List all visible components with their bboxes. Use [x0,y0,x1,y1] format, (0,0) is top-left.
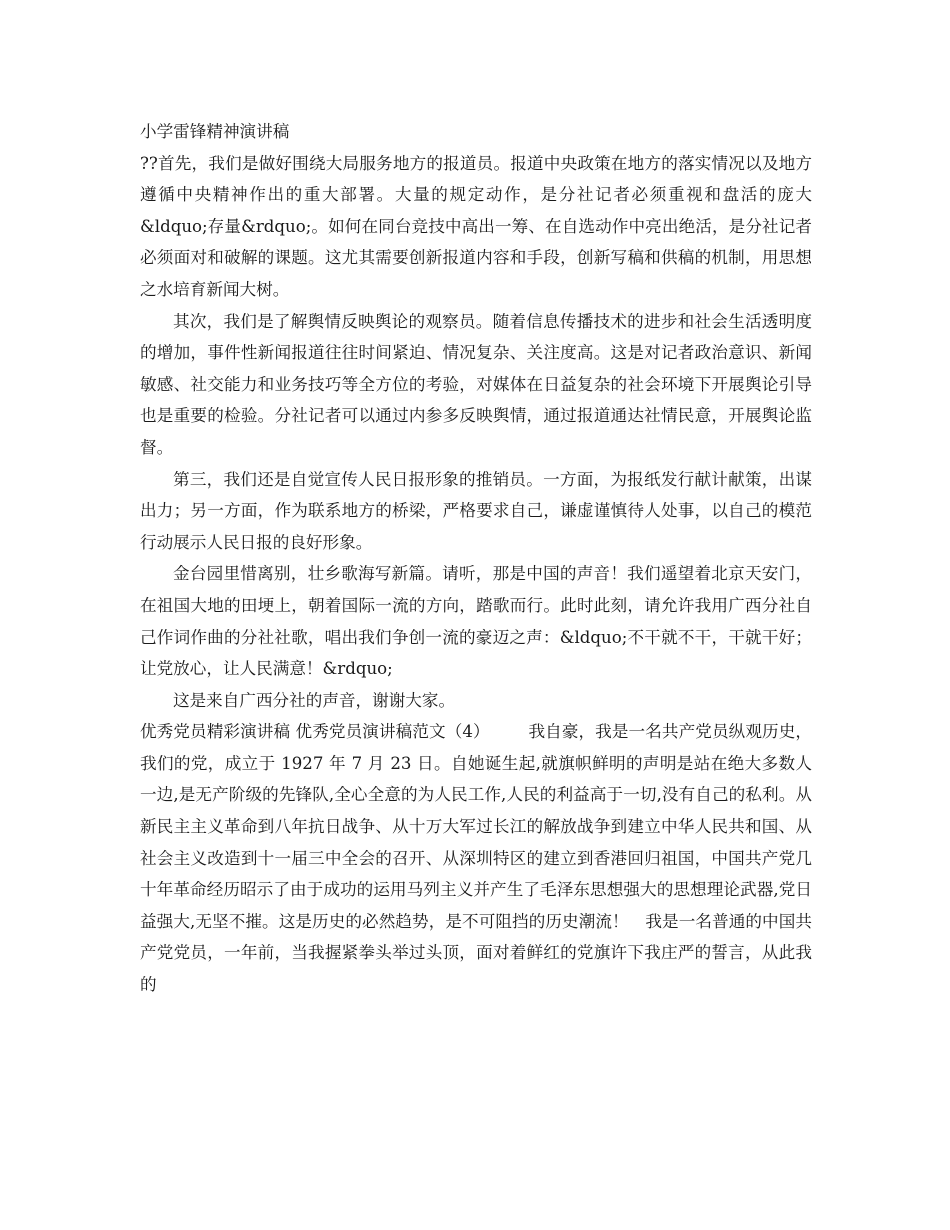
paragraph-6: 优秀党员精彩演讲稿 优秀党员演讲稿范文（4） 我自豪，我是一名共产党员纵观历史，我们的党，成立于 1927 年 7 月 23 日。自她诞生起,就旗帜鲜明的声明是站在绝大多数人一边,是无产阶级的先锋队,全心全意的为人民工作,人民的利益高于一切,没有自己的私利。从新民主主义革命到八年抗日战争、从十万大军过长江的解放战争到建立中华人民共和国、从社会主义改造到十一届三中全会的召开、从深圳特区的建立到香港回归祖国，中国共产党几十年革命经历昭示了由于成功的运用马列主义并产生了毛泽东思想强大的思想理论武器,党日益强大,无坚不摧。这是历史的必然趋势，是不可阻挡的历史潮流！ 我是一名普通的中国共产党党员，一年前，当我握紧拳头举过头顶，面对着鲜红的党旗许下我庄严的誓言，从此我的 [140,722,812,995]
paragraph-3: 第三，我们还是自觉宣传人民日报形象的推销员。一方面，为报纸发行献计献策，出谋出力；另一方面，作为联系地方的桥梁，严格要求自己，谦虚谨慎待人处事，以自己的模范行动展示人民日报的良好形象。 [140,469,812,552]
paragraph-1: ??首先，我们是做好围绕大局服务地方的报道员。报道中央政策在地方的落实情况以及地方遵循中央精神作出的重大部署。大量的规定动作，是分社记者必须重视和盘活的庞大&ldquo;存量&rdquo;。如何在同台竞技中高出一筹、在自选动作中亮出绝活，是分社记者必须面对和破解的课题。这尤其需要创新报道内容和手段，创新写稿和供稿的机制，用思想之水培育新闻大树。 [140,153,812,299]
document-title: 小学雷锋精神演讲稿 [140,122,290,141]
paragraph-2: 其次，我们是了解舆情反映舆论的观察员。随着信息传播技术的进步和社会生活透明度的增加，事件性新闻报道往往时间紧迫、情况复杂、关注度高。这是对记者政治意识、新闻敏感、社交能力和业务技巧等全方位的考验，对媒体在日益复杂的社会环境下开展舆论引导也是重要的检验。分社记者可以通过内参多反映舆情，通过报道通达社情民意，开展舆论监督。 [140,311,812,457]
paragraph-4: 金台园里惜离别，壮乡歌海写新篇。请听，那是中国的声音！我们遥望着北京天安门，在祖国大地的田埂上，朝着国际一流的方向，踏歌而行。此时此刻，请允许我用广西分社自己作词作曲的分社社歌，唱出我们争创一流的豪迈之声：&ldquo;不干就不干，干就干好；让党放心，让人民满意！&rdquo; [140,564,812,679]
paragraph-5: 这是来自广西分社的声音，谢谢大家。 [173,690,456,710]
document-body [140,116,812,1001]
